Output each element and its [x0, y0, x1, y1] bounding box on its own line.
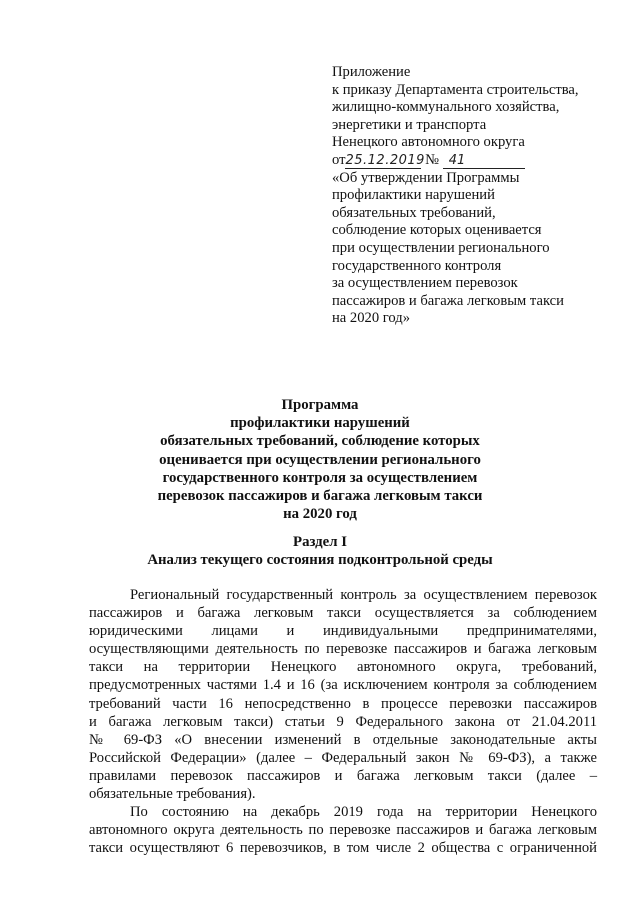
appendix-line: Ненецкого автономного округа — [332, 134, 525, 151]
paragraph-line: автономного округа деятельность по перевозке пассажиров и багажа легковым — [89, 822, 597, 839]
decree-line: пассажиров и багажа легковым такси — [332, 292, 564, 309]
paragraph-line: Российской Федерации» (далее – Федеральный закон № 69-ФЗ), а также — [89, 749, 597, 766]
section-title: Анализ текущего состояния подконтрольной среды — [147, 552, 493, 569]
paragraph-line: требований части 16 непосредственно в процессе перевозки пассажиров — [89, 695, 597, 712]
paragraph-line: осуществляющими деятельность по перевозке пассажиров и багажа легковым — [89, 641, 597, 658]
decree-line: «Об утверждении Программы — [332, 169, 520, 186]
appendix-line: энергетики и транспорта — [332, 116, 487, 133]
title-line: на 2020 год — [283, 506, 357, 523]
handwritten-date: 25.12.2019 — [345, 152, 425, 168]
title-line: оценивается при осуществлении регионального — [159, 451, 481, 468]
number-prefix: № — [425, 151, 440, 168]
paragraph-line: такси на территории Ненецкого автономного округа, требований, — [89, 659, 597, 676]
decree-line: профилактики нарушений — [332, 187, 495, 204]
decree-line: государственного контроля — [332, 257, 502, 274]
appendix-line: Приложение — [332, 64, 411, 80]
paragraph-line: предусмотренных частями 1.4 и 16 (за исключением контроля за соблюдением — [89, 677, 597, 694]
decree-line: соблюдение которых оценивается — [332, 222, 542, 239]
title-line: обязательных требований, соблюдение которых — [160, 433, 480, 450]
section-heading — [100, 533, 540, 569]
paragraph-line: По состоянию на декабрь 2019 года на территории Ненецкого — [130, 804, 597, 821]
decree-line: за осуществлением перевозок — [332, 275, 518, 292]
decree-line: при осуществлении регионального — [332, 239, 550, 256]
program-title — [100, 396, 540, 523]
paragraph-line: № 69-ФЗ «О внесении изменений в отдельные законодательные акты — [89, 731, 597, 748]
appendix-block — [332, 64, 622, 328]
paragraph-line: и багажа легковым такси) статьи 9 Федерального закона от 21.04.2011 — [89, 713, 597, 730]
paragraph-line: пассажиров и багажа легковым такси осуществляется за соблюдением — [89, 605, 597, 622]
appendix-line: жилищно-коммунального хозяйства, — [332, 99, 560, 116]
section-number: Раздел I — [293, 534, 347, 550]
appendix-date-number-line — [332, 152, 622, 170]
paragraph-line: такси осуществляют 6 перевозчиков, в том числе 2 общества с ограниченной — [89, 840, 597, 857]
decree-line: обязательных требований, — [332, 204, 496, 221]
title-line: Программа — [281, 397, 359, 413]
paragraph-line: обязательные требования). — [89, 786, 256, 803]
title-line: государственного контроля за осуществлением — [162, 469, 478, 486]
body-text — [89, 586, 597, 857]
paragraph-line: Региональный государственный контроль за осуществлением перевозок — [130, 587, 597, 603]
title-line: профилактики нарушений — [230, 415, 410, 432]
paragraph-line: правилами перевозок пассажиров и багажа легковым такси (далее – — [89, 767, 597, 784]
date-prefix: от — [332, 151, 346, 168]
decree-line: на 2020 год» — [332, 310, 410, 327]
handwritten-number: 41 — [443, 154, 525, 169]
paragraph-line: юридическими лицами и индивидуальными предпринимателями, — [89, 623, 597, 640]
appendix-line: к приказу Департамента строительства, — [332, 81, 579, 98]
title-line: перевозок пассажиров и багажа легковым такси — [157, 488, 483, 505]
